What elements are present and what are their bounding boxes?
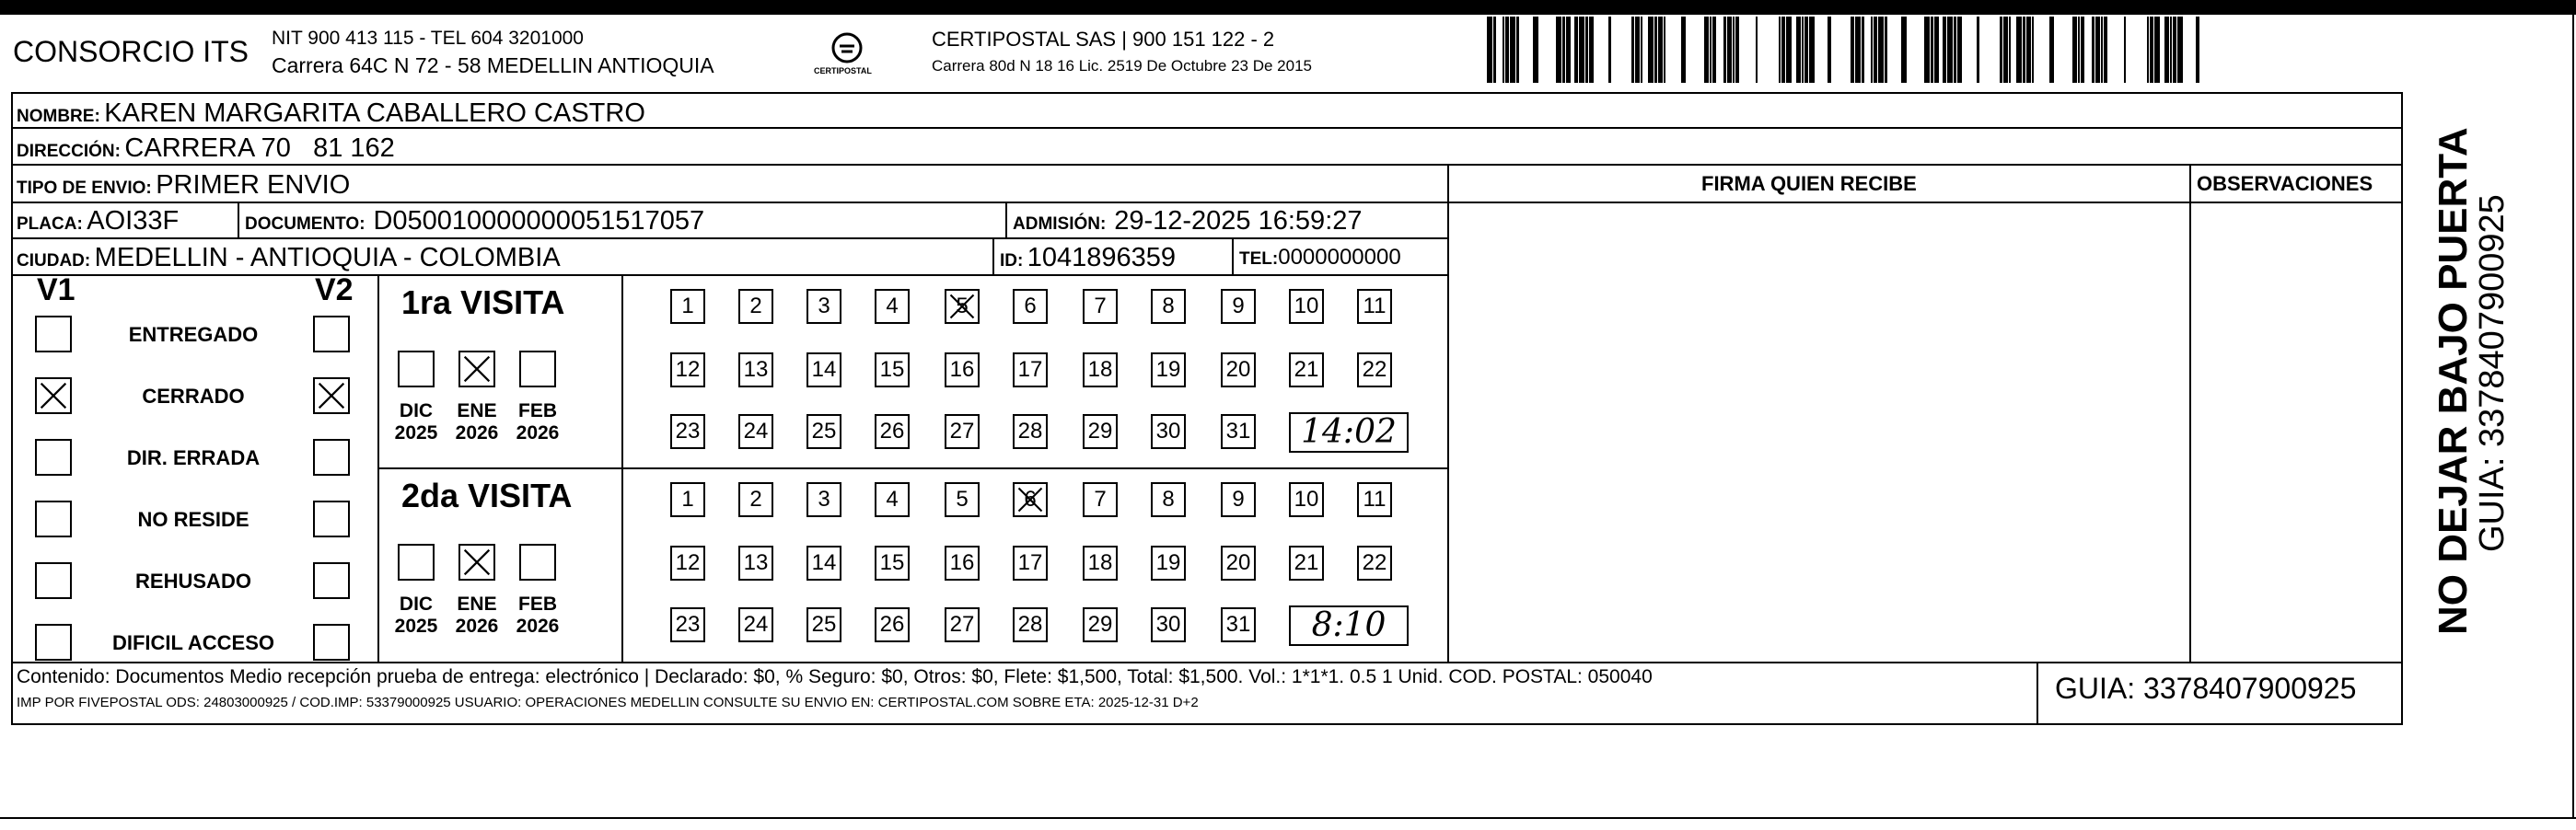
col-divider — [1447, 164, 1449, 662]
visit-1-month-label: DIC 2025 — [394, 400, 438, 444]
visit-1-handwritten-time[interactable]: 14:02 — [1289, 412, 1409, 453]
col-divider — [2189, 164, 2191, 662]
day-number: 28 — [1017, 419, 1043, 444]
nombre-value: KAREN MARGARITA CABALLERO CASTRO — [104, 98, 645, 128]
visit-2-day-box[interactable] — [806, 607, 841, 642]
v2-checkbox-dificil-acceso[interactable] — [313, 624, 350, 661]
visit-1-day-box[interactable] — [1289, 352, 1324, 387]
v1-checkbox-dir-errada[interactable] — [35, 439, 72, 476]
visit-1-day-box[interactable] — [1083, 414, 1118, 449]
status-label-no-reside: NO RESIDE — [137, 508, 249, 531]
placa-row — [17, 206, 179, 236]
visit-2-month-label: FEB 2026 — [516, 594, 560, 637]
visit-2-day-box[interactable] — [1151, 607, 1186, 642]
visit-1-day-box[interactable] — [1357, 352, 1392, 387]
day-number: 25 — [811, 612, 837, 637]
row-divider — [11, 274, 1447, 276]
day-number: 17 — [1017, 550, 1043, 575]
day-number: 24 — [743, 612, 769, 637]
day-number: 29 — [1087, 419, 1113, 444]
visit-1-day-box[interactable] — [1151, 352, 1186, 387]
visit-title-1: 1ra VISITA — [401, 283, 565, 321]
day-number: 31 — [1225, 612, 1251, 637]
visit-1-day-box[interactable] — [1289, 289, 1324, 324]
visit-1-day-box[interactable] — [1013, 289, 1048, 324]
visit-1-day-box[interactable] — [806, 414, 841, 449]
certipostal-logo — [810, 28, 884, 83]
day-number: 13 — [743, 357, 769, 382]
visit-2-day-box[interactable] — [1221, 607, 1256, 642]
v2-checkbox-cerrado[interactable] — [313, 377, 350, 414]
visit-2-day-box[interactable] — [945, 482, 980, 517]
documento-row — [245, 206, 704, 236]
day-number: 18 — [1087, 550, 1113, 575]
day-number: 31 — [1225, 419, 1251, 444]
visit-1-day-box[interactable] — [945, 289, 980, 324]
day-number: 11 — [1363, 487, 1387, 512]
v1-checkbox-dificil-acceso[interactable] — [35, 624, 72, 661]
visit-1-day-box[interactable] — [738, 352, 773, 387]
visit-2-day-box[interactable] — [1151, 482, 1186, 517]
visit-2-day-box[interactable] — [738, 482, 773, 517]
visit-2-day-box[interactable] — [670, 482, 705, 517]
visit-1-day-box[interactable] — [1151, 289, 1186, 324]
status-label-entregado: ENTREGADO — [128, 323, 259, 346]
day-number: 26 — [879, 612, 905, 637]
visit-1-month-feb-checkbox[interactable] — [519, 351, 556, 387]
day-number: 21 — [1294, 357, 1319, 382]
day-number: 10 — [1294, 294, 1319, 318]
v1-checkbox-entregado[interactable] — [35, 316, 72, 352]
visit-1-day-box[interactable] — [875, 414, 910, 449]
day-number: 12 — [675, 550, 701, 575]
visit-1-day-box[interactable] — [1013, 352, 1048, 387]
status-label-dir-errada: DIR. ERRADA — [126, 446, 261, 469]
day-number: 22 — [1362, 357, 1387, 382]
visit-2-day-box[interactable] — [1289, 546, 1324, 581]
visit-2-day-box[interactable] — [1083, 482, 1118, 517]
top-black-strip — [0, 0, 2576, 15]
day-number: 21 — [1294, 550, 1319, 575]
visit-1-month-label: FEB 2026 — [516, 400, 560, 444]
documento-value: D050010000000051517057 — [373, 206, 705, 236]
visit-1-day-box[interactable] — [1083, 352, 1118, 387]
visit-1-day-box[interactable] — [1221, 352, 1256, 387]
visit-2-day-box[interactable] — [1221, 482, 1256, 517]
footer-divider — [11, 662, 2403, 663]
visit-1-day-box[interactable] — [875, 352, 910, 387]
day-number: 19 — [1155, 357, 1181, 382]
visit-2-day-box[interactable] — [1083, 607, 1118, 642]
col-divider — [238, 202, 239, 238]
footer-guia: GUIA: 3378407900925 — [2055, 672, 2357, 705]
admision-label: ADMISIÓN: — [1013, 214, 1107, 234]
visit-1-day-box[interactable] — [670, 414, 705, 449]
id-label: ID: — [1000, 251, 1024, 271]
visit-2-day-box[interactable] — [670, 546, 705, 581]
tel-value: 0000000000 — [1278, 245, 1401, 270]
visit-1-day-box[interactable] — [670, 289, 705, 324]
day-number: 26 — [879, 419, 905, 444]
day-number: 12 — [675, 357, 701, 382]
nombre-row — [17, 98, 645, 129]
day-number: 1 — [681, 294, 694, 318]
visit-2-day-box[interactable] — [670, 607, 705, 642]
documento-label: DOCUMENTO: — [245, 214, 366, 234]
visit-2-day-box[interactable] — [1083, 546, 1118, 581]
tipo-label: TIPO DE ENVIO: — [17, 179, 152, 198]
status-label-cerrado: CERRADO — [142, 385, 245, 408]
day-number: 19 — [1155, 550, 1181, 575]
id-value: 1041896359 — [1027, 243, 1177, 272]
tel-row — [1239, 245, 1401, 271]
placa-label: PLACA: — [17, 214, 83, 234]
visit-2-day-box[interactable] — [1357, 546, 1392, 581]
admision-value: 29-12-2025 16:59:27 — [1114, 206, 1363, 236]
day-number: 3 — [818, 294, 830, 318]
visit-1-day-box[interactable] — [738, 289, 773, 324]
visit-2-month-label: DIC 2025 — [394, 594, 438, 637]
day-number: 5 — [956, 487, 969, 512]
logo-caption: CERTIPOSTAL — [814, 66, 872, 75]
ciudad-label: CIUDAD: — [17, 251, 91, 271]
visit-2-day-box[interactable] — [875, 482, 910, 517]
page-edge — [0, 817, 2576, 819]
v2-checkbox-dir-errada[interactable] — [313, 439, 350, 476]
row-divider — [11, 202, 2403, 203]
day-number: 14 — [811, 357, 837, 382]
tel-label: TEL: — [1239, 249, 1279, 269]
day-number: 3 — [818, 487, 830, 512]
admision-row — [1013, 206, 1363, 236]
day-number: 16 — [949, 550, 975, 575]
footer-contenido: Contenido: Documentos Medio recepción prueba de entrega: electrónico | Declarado: $0, % Seguro: $0, Otros: $0, Flete: $1,500, Total: $1,500. Vol.: 1*1*1. 0.5 1 Unid. COD. POSTAL: 050040 — [17, 666, 1653, 687]
day-number: 23 — [675, 612, 701, 637]
visit-2-day-box[interactable] — [875, 607, 910, 642]
company-address: Carrera 64C N 72 - 58 MEDELLIN ANTIOQUIA — [272, 53, 714, 77]
v2-checkbox-rehusado[interactable] — [313, 562, 350, 599]
courier-name: CERTIPOSTAL SAS | 900 151 122 - 2 — [932, 28, 1275, 51]
visit-2-month-label: ENE 2026 — [455, 594, 499, 637]
day-number: 7 — [1094, 294, 1107, 318]
ciudad-value: MEDELLIN - ANTIOQUIA - COLOMBIA — [94, 243, 561, 272]
day-number: 14 — [811, 550, 837, 575]
id-row — [1000, 243, 1176, 273]
visit-1-day-box[interactable] — [1221, 414, 1256, 449]
day-number: 29 — [1087, 612, 1113, 637]
day-number: 16 — [949, 357, 975, 382]
status-label-rehusado: REHUSADO — [135, 570, 251, 593]
day-number: 8 — [1162, 294, 1175, 318]
col-divider — [1005, 202, 1007, 238]
day-number: 6 — [1024, 487, 1037, 512]
company-name: CONSORCIO ITS — [13, 35, 249, 68]
visit-1-day-box[interactable] — [1013, 414, 1048, 449]
day-number: 30 — [1155, 419, 1181, 444]
visit-2-day-box[interactable] — [1151, 546, 1186, 581]
visit-2-day-box[interactable] — [806, 546, 841, 581]
visit-1-month-ene-checkbox[interactable] — [458, 351, 495, 387]
visit-2-day-box[interactable] — [1013, 546, 1048, 581]
visit-2-month-ene-checkbox[interactable] — [458, 544, 495, 581]
day-number: 9 — [1232, 487, 1245, 512]
firma-header: FIRMA QUIEN RECIBE — [1701, 172, 1917, 195]
day-number: 9 — [1232, 294, 1245, 318]
visit-2-month-feb-checkbox[interactable] — [519, 544, 556, 581]
page-edge — [2572, 15, 2574, 819]
day-number: 15 — [879, 357, 905, 382]
day-number: 6 — [1024, 294, 1037, 318]
side-guia: GUIA: 3378407900925 — [2473, 194, 2512, 552]
day-number: 18 — [1087, 357, 1113, 382]
col-divider — [2036, 662, 2038, 725]
day-number: 23 — [675, 419, 701, 444]
visit-1-month-label: ENE 2026 — [455, 400, 499, 444]
visit-2-month-dic-checkbox[interactable] — [398, 544, 435, 581]
visit-1-day-box[interactable] — [670, 352, 705, 387]
day-number: 28 — [1017, 612, 1043, 637]
ciudad-row — [17, 243, 561, 273]
direccion-label: DIRECCIÓN: — [17, 142, 121, 161]
v1-checkbox-no-reside[interactable] — [35, 501, 72, 537]
v2-checkbox-no-reside[interactable] — [313, 501, 350, 537]
visit-1-day-box[interactable] — [806, 352, 841, 387]
day-number: 5 — [956, 294, 969, 318]
courier-address: Carrera 80d N 18 16 Lic. 2519 De Octubre 23 De 2015 — [932, 57, 1312, 75]
day-number: 17 — [1017, 357, 1043, 382]
v1-checkbox-rehusado[interactable] — [35, 562, 72, 599]
day-number: 24 — [743, 419, 769, 444]
visit-1-day-box[interactable] — [806, 289, 841, 324]
visit-1-month-dic-checkbox[interactable] — [398, 351, 435, 387]
side-warning: NO DEJAR BAJO PUERTA — [2431, 127, 2476, 635]
row-divider — [11, 164, 2403, 166]
visit-1-day-box[interactable] — [1083, 289, 1118, 324]
day-number: 20 — [1225, 357, 1251, 382]
tipo-value: PRIMER ENVIO — [156, 170, 351, 200]
status-label-dificil-acceso: DIFICIL ACCESO — [111, 631, 274, 654]
visit-2-handwritten-time[interactable]: 8:10 — [1289, 605, 1409, 646]
observaciones-header: OBSERVACIONES — [2197, 172, 2373, 195]
day-number: 20 — [1225, 550, 1251, 575]
direccion-value: CARRERA 70 81 162 — [124, 133, 395, 163]
visit-1-day-box[interactable] — [738, 414, 773, 449]
visit-divider — [377, 467, 1447, 469]
day-number: 8 — [1162, 487, 1175, 512]
day-number: 27 — [949, 612, 975, 637]
visit-2-day-box[interactable] — [738, 546, 773, 581]
v1-header: V1 — [37, 272, 75, 307]
day-number: 11 — [1363, 294, 1387, 318]
day-number: 30 — [1155, 612, 1181, 637]
company-nit: NIT 900 413 115 - TEL 604 3201000 — [272, 28, 584, 49]
day-number: 1 — [681, 487, 694, 512]
v2-checkbox-entregado[interactable] — [313, 316, 350, 352]
visit-2-day-box[interactable] — [1013, 482, 1048, 517]
col-divider — [992, 237, 994, 274]
day-number: 4 — [886, 487, 899, 512]
nombre-label: NOMBRE: — [17, 107, 100, 126]
placa-value: AOI33F — [87, 206, 180, 236]
visit-2-day-box[interactable] — [875, 546, 910, 581]
direccion-row — [17, 133, 395, 164]
v1-checkbox-cerrado[interactable] — [35, 377, 72, 414]
day-number: 2 — [749, 487, 762, 512]
visit-1-day-box[interactable] — [1151, 414, 1186, 449]
footer-imp: IMP POR FIVEPOSTAL ODS: 24803000925 / COD.IMP: 53379000925 USUARIO: OPERACIONES MEDELLIN CONSULTE SU ENVIO EN: CERTIPOSTAL.COM SOBRE ETA: 2025-12-31 D+2 — [17, 695, 1199, 710]
visit-2-day-box[interactable] — [945, 546, 980, 581]
visit-title-2: 2da VISITA — [401, 477, 573, 514]
visit-2-day-box[interactable] — [1357, 482, 1392, 517]
day-number: 10 — [1294, 487, 1319, 512]
visit-1-day-box[interactable] — [1221, 289, 1256, 324]
visit-2-day-box[interactable] — [806, 482, 841, 517]
visit-1-day-box[interactable] — [945, 414, 980, 449]
day-number: 4 — [886, 294, 899, 318]
visit-1-day-box[interactable] — [875, 289, 910, 324]
visit-2-day-box[interactable] — [1221, 546, 1256, 581]
visit-2-day-box[interactable] — [1289, 482, 1324, 517]
visit-2-day-box[interactable] — [1013, 607, 1048, 642]
day-number: 13 — [743, 550, 769, 575]
visit-2-day-box[interactable] — [738, 607, 773, 642]
form-frame — [11, 92, 2403, 725]
visit-1-day-box[interactable] — [945, 352, 980, 387]
visit-2-day-box[interactable] — [945, 607, 980, 642]
barcode — [1487, 17, 2214, 83]
day-number: 25 — [811, 419, 837, 444]
day-number: 15 — [879, 550, 905, 575]
day-number: 7 — [1094, 487, 1107, 512]
v2-header: V2 — [315, 272, 354, 307]
day-number: 27 — [949, 419, 975, 444]
col-divider — [1232, 237, 1234, 274]
day-number: 22 — [1362, 550, 1387, 575]
visit-1-day-box[interactable] — [1357, 289, 1392, 324]
day-number: 2 — [749, 294, 762, 318]
tipo-row — [17, 170, 350, 201]
